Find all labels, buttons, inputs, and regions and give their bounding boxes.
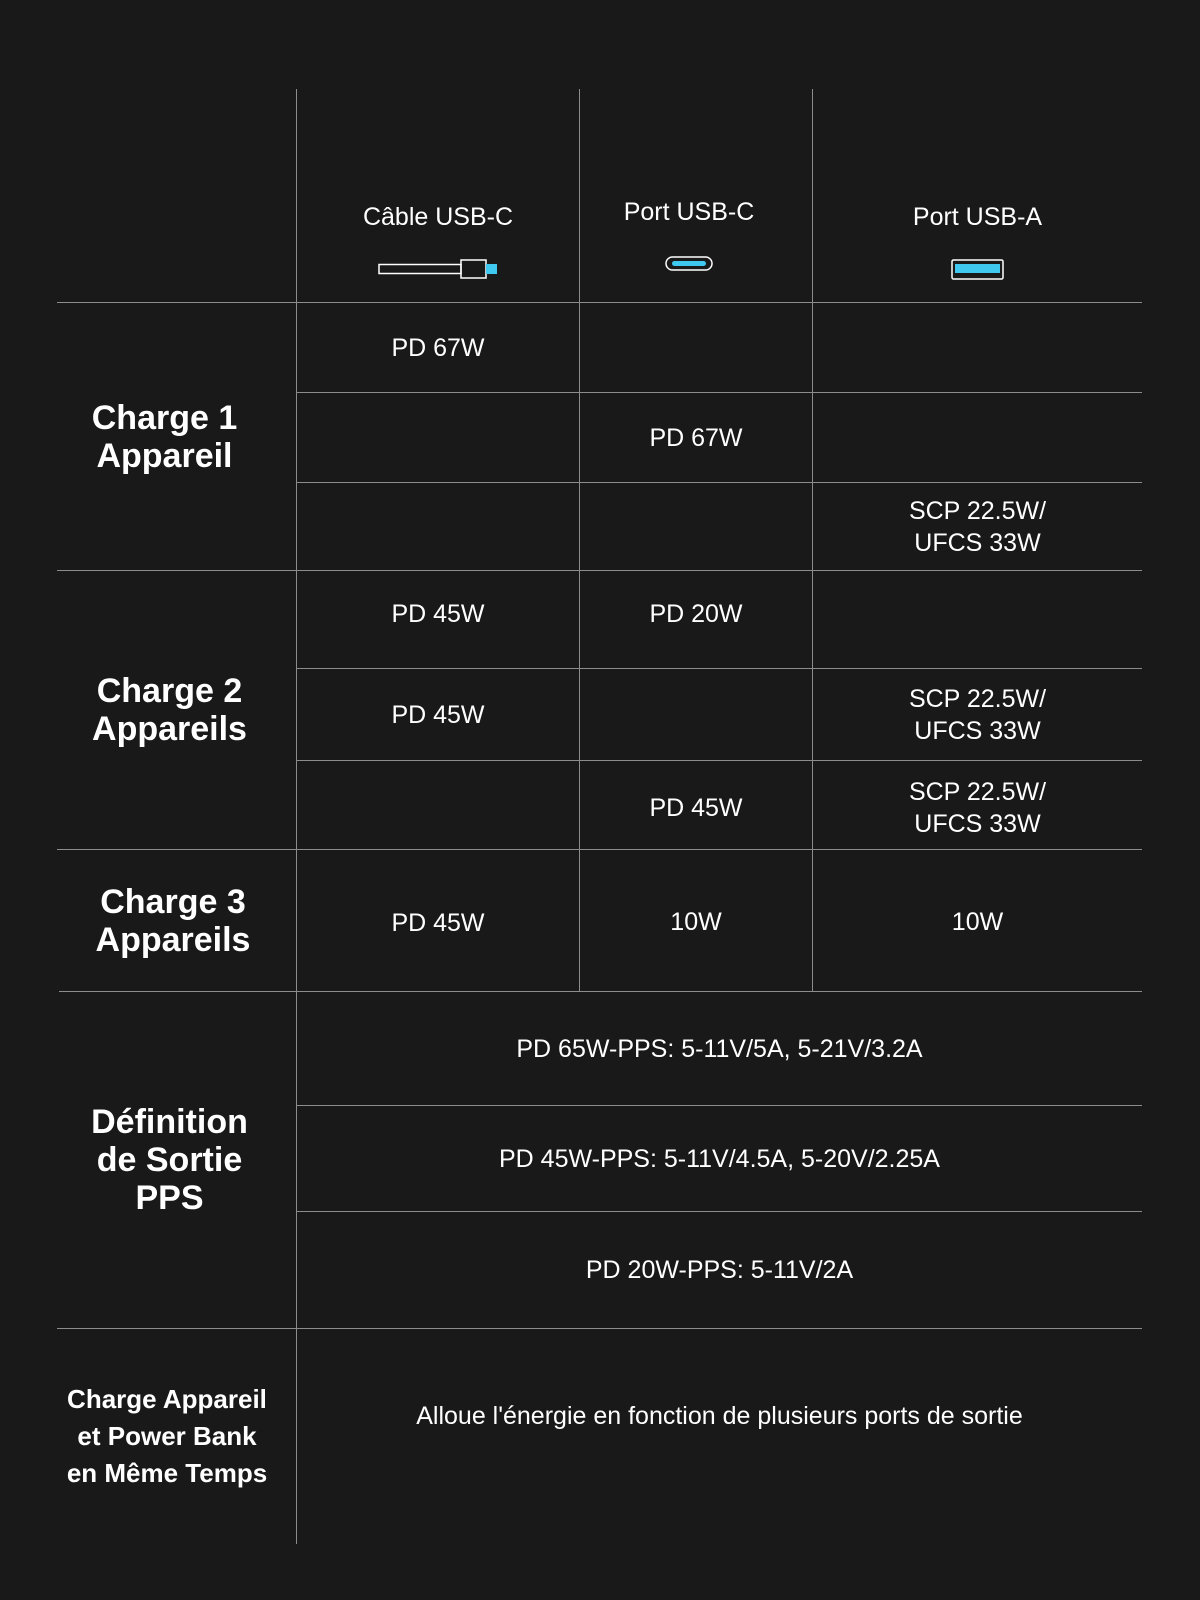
header-usb-c-port-label: Port USB-C [623,198,755,226]
cell-r3-usb-a-port: SCP 22.5W/ UFCS 33W [908,496,1047,557]
cell-pps-45w: PD 45W-PPS: 5-11V/4.5A, 5-20V/2.25A [499,1144,940,1173]
cell-pps-20w: PD 20W-PPS: 5-11V/2A [585,1256,854,1284]
cell-r7-usb-c-port: 10W [670,908,722,936]
cell-r4-usb-a-port [813,571,1142,657]
header-usb-a-port-label: Port USB-A [912,203,1043,231]
usb-c-cable-icon [378,259,500,279]
cell-r7-usb-c-cable: PD 45W [391,909,485,937]
group-label-charge-2: Charge 2 Appareils [92,672,247,748]
cell-r2-usb-a-port [813,393,1142,482]
cell-passthrough-description: Alloue l'énergie en fonction de plusieurs ports de sortie [416,1402,1023,1430]
group-label-charge-1: Charge 1 Appareil [91,398,238,475]
group-label-pps: Définition de Sortie PPS [91,1103,248,1217]
cell-r3-usb-c-cable [297,483,579,570]
usb-a-port-icon [951,259,1004,280]
cell-r1-usb-c-cable: PD 67W [391,333,485,362]
cell-r5-usb-a-port: SCP 22.5W/ UFCS 33W [908,684,1047,745]
usb-c-port-icon [665,256,713,271]
cell-r4-usb-c-cable: PD 45W [391,600,485,628]
cell-r2-usb-c-port: PD 67W [649,423,743,452]
cell-r5-usb-c-cable: PD 45W [391,700,485,729]
group-label-passthrough: Charge Appareil et Power Bank en Même Temps [66,1383,268,1488]
cell-r3-usb-c-port [580,483,812,570]
group-label-charge-3: Charge 3 Appareils [95,882,251,959]
cell-pps-65w: PD 65W-PPS: 5-11V/5A, 5-21V/3.2A [516,1034,923,1063]
cell-r2-usb-c-cable [297,393,579,482]
cell-r1-usb-a-port [813,303,1142,392]
cell-r5-usb-c-port [580,669,812,760]
cell-r6-usb-c-cable [297,761,579,855]
cell-r7-usb-a-port: 10W [951,908,1004,936]
header-usb-c-cable-label: Câble USB-C [362,203,514,231]
cell-r4-usb-c-port: PD 20W [649,600,743,628]
cell-r1-usb-c-port [580,303,812,392]
cell-r6-usb-c-port: PD 45W [649,794,743,822]
cell-r6-usb-a-port: SCP 22.5W/ UFCS 33W [908,778,1047,838]
